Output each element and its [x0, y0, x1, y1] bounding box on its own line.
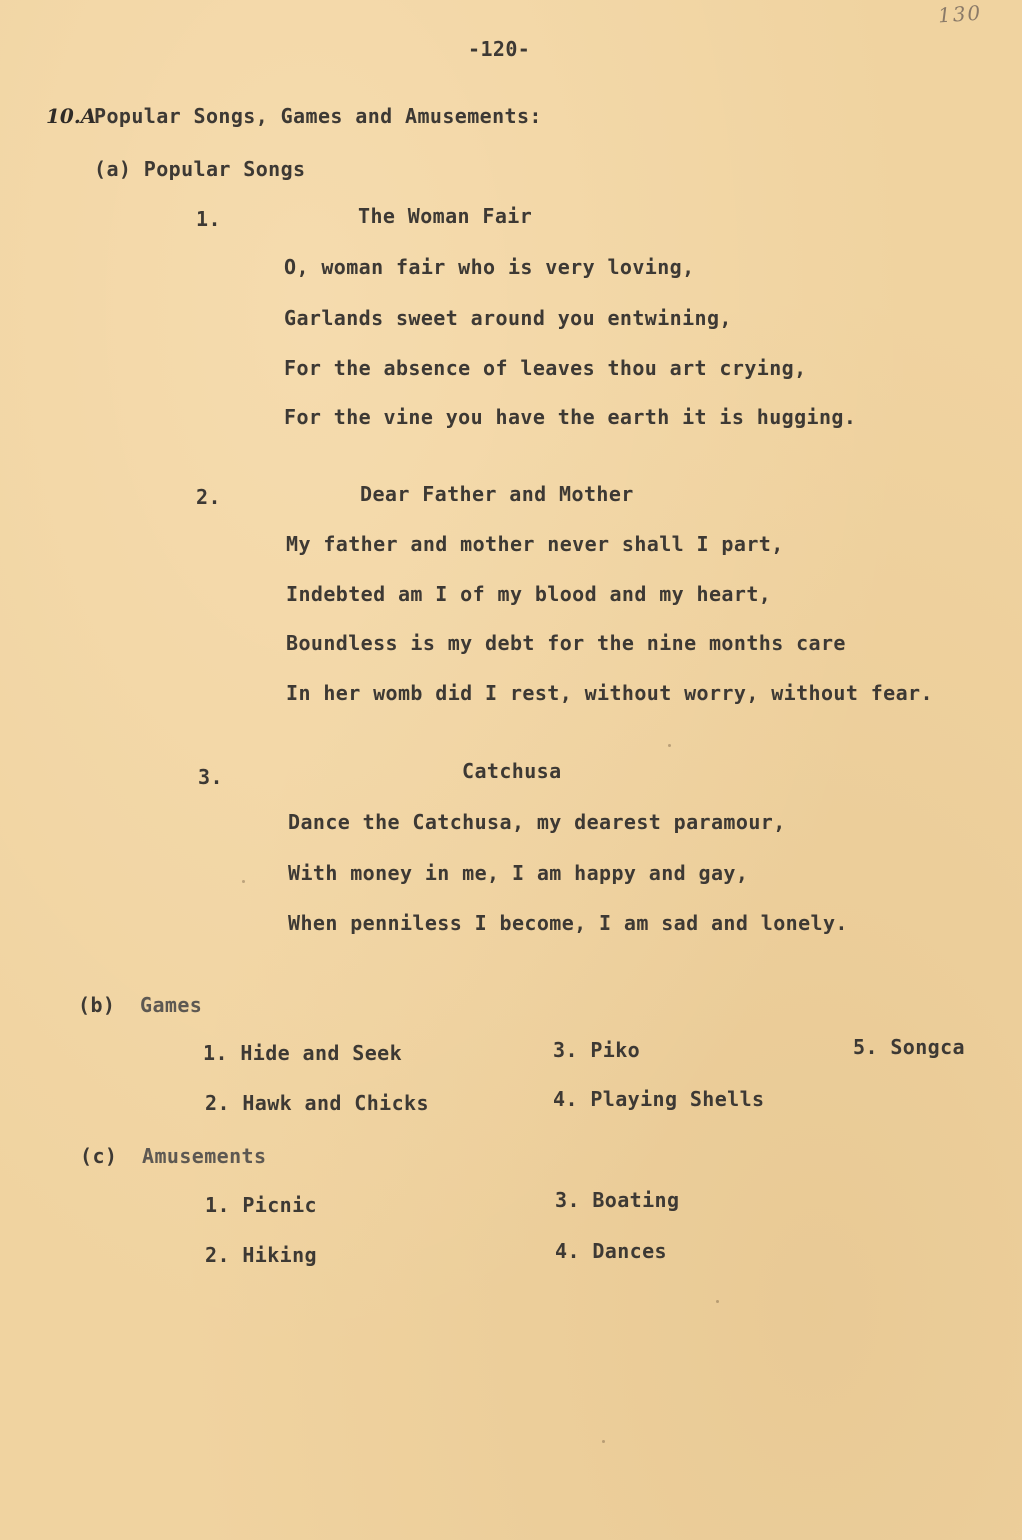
- song-line: When penniless I become, I am sad and lonely.: [288, 911, 848, 935]
- amusement-item: 3. Boating: [555, 1188, 680, 1212]
- handwritten-page-number: 130: [937, 0, 983, 28]
- amusement-item: 2. Hiking: [205, 1243, 317, 1267]
- section-number: 10.A: [46, 104, 97, 128]
- game-item: 1. Hide and Seek: [203, 1041, 403, 1065]
- song-line: With money in me, I am happy and gay,: [288, 861, 749, 885]
- song-line: In her womb did I rest, without worry, without fear.: [286, 681, 933, 705]
- song-number: 1.: [196, 207, 221, 231]
- subsection-letter-amusements: (c): [80, 1144, 118, 1168]
- game-item: 3. Piko: [553, 1038, 641, 1062]
- subsection-games: Games: [140, 993, 203, 1017]
- song-title: Dear Father and Mother: [360, 482, 634, 506]
- game-item: 5. Songca: [853, 1035, 965, 1059]
- subsection-popular-songs: (a) Popular Songs: [94, 157, 306, 181]
- subsection-amusements: Amusements: [142, 1144, 267, 1168]
- song-line: For the absence of leaves thou art crying,: [284, 356, 807, 380]
- song-line: O, woman fair who is very loving,: [284, 255, 695, 279]
- song-title: The Woman Fair: [358, 204, 533, 228]
- song-number: 2.: [196, 485, 221, 509]
- amusement-item: 4. Dances: [555, 1239, 667, 1263]
- game-item: 2. Hawk and Chicks: [205, 1091, 429, 1115]
- song-line: For the vine you have the earth it is hugging.: [284, 405, 857, 429]
- subsection-letter-games: (b): [78, 993, 116, 1017]
- section-title: Popular Songs, Games and Amusements:: [94, 104, 542, 128]
- song-line: Dance the Catchusa, my dearest paramour,: [288, 810, 786, 834]
- song-title: Catchusa: [462, 759, 562, 783]
- song-line: Garlands sweet around you entwining,: [284, 306, 732, 330]
- song-line: My father and mother never shall I part,: [286, 532, 784, 556]
- paper-speck: [602, 1440, 605, 1443]
- page-number: -120-: [468, 37, 531, 61]
- amusement-item: 1. Picnic: [205, 1193, 317, 1217]
- paper-speck: [668, 744, 671, 747]
- song-line: Boundless is my debt for the nine months care: [286, 631, 846, 655]
- game-item: 4. Playing Shells: [553, 1087, 765, 1111]
- song-line: Indebted am I of my blood and my heart,: [286, 582, 772, 606]
- paper-speck: [242, 880, 245, 883]
- paper-speck: [716, 1300, 719, 1303]
- song-number: 3.: [198, 765, 223, 789]
